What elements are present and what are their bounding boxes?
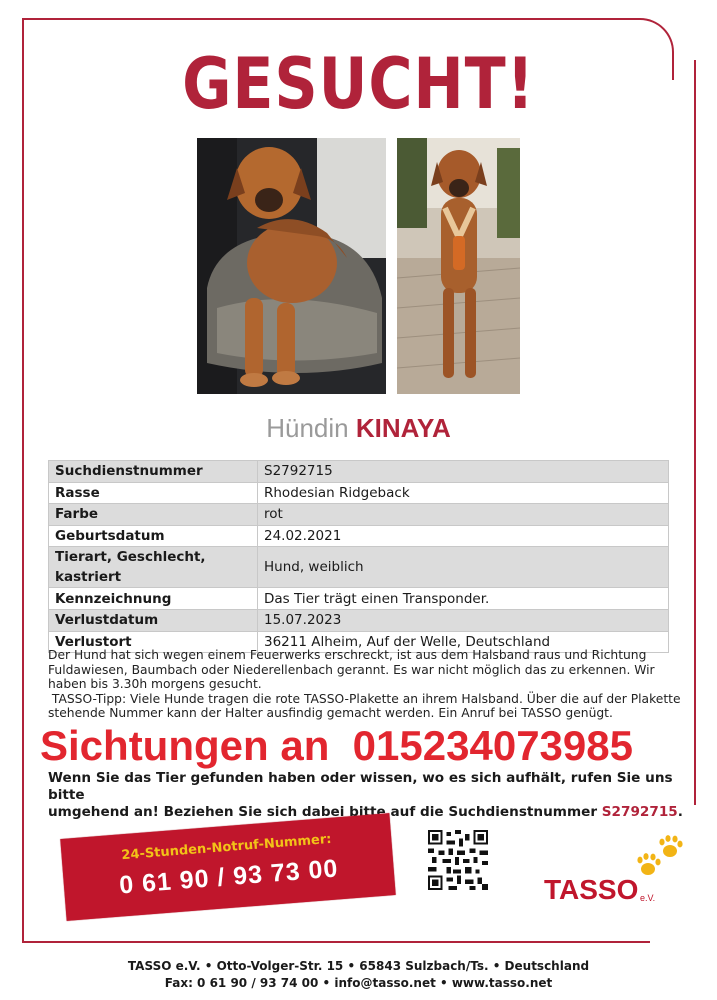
row-value: 15.07.2023 [258,609,669,631]
row-key: Rasse [49,482,258,504]
hotline-phone[interactable]: 0 61 90 / 93 73 00 [118,854,340,900]
row-value: S2792715 [258,461,669,483]
row-value: Rhodesian Ridgeback [258,482,669,504]
row-key: Kennzeichnung [49,588,258,610]
footer-contact: Fax: 0 61 90 / 93 74 00 • info@tasso.net • www.tasso.net [164,976,553,990]
row-key: Farbe [49,504,258,526]
description-line: haben bis 3.30h morgens gesucht. [48,677,262,692]
table-row [49,482,669,504]
hotline-box [60,813,395,921]
call-text-end: . [677,804,683,820]
tasso-logo[interactable]: TASSO [544,874,639,905]
table-row [49,461,669,483]
description-line: Der Hund hat sich wegen einem Feuerwerks erschreckt, ist aus dem Halsband raus und Richtung [48,648,647,662]
footer [0,958,717,992]
paw-prints-icon [634,835,686,881]
description-line: Fuldawiesen, Baumbach oder Niederellenbach gerannt. Es war nicht möglich das zu erkennen. Wir [48,662,655,677]
qr-code-icon[interactable] [428,830,488,890]
row-key: Verlustort [49,631,258,653]
row-key: Geburtsdatum [49,525,258,547]
table-row [49,547,669,588]
dog-name: KINAYA [355,413,451,443]
table-row [49,588,669,610]
table-row [49,609,669,631]
row-key: Suchdienstnummer [49,461,258,483]
tasso-tip-line: stehende Nummer kann der Halter ausfindig gemacht werden. Ein Anruf bei TASSO genügt. [48,706,613,721]
poster-frame-left [22,18,24,943]
call-text-prefix: umgehend an! Beziehen Sie sich dabei bitte auf die Suchdienstnummer [48,804,602,820]
row-value: Hund, weiblich [258,547,669,588]
row-key: Tierart, Geschlecht, kastriert [49,547,258,588]
row-value: 24.02.2021 [258,525,669,547]
row-value: 36211 Alheim, Auf der Welle, Deutschland [258,631,669,653]
dog-name-heading [0,410,717,446]
dog-photo-lying [197,138,386,394]
poster-frame-bottom [22,941,650,943]
row-key: Verlustdatum [49,609,258,631]
dog-gender-label: Hündin [266,413,349,443]
dog-photo-standing [397,138,520,394]
sighting-phone-banner: Sichtungen an 015234073985 [40,722,633,769]
info-table [48,460,669,653]
row-value: Das Tier trägt einen Transponder. [258,588,669,610]
table-row [49,504,669,526]
dog-standing-image [397,138,520,394]
call-text-line: Wenn Sie das Tier gefunden haben oder wissen, wo es sich aufhält, rufen Sie uns bitte [48,770,673,803]
table-row [49,525,669,547]
search-number: S2792715 [601,804,678,820]
footer-address: TASSO e.V. • Otto-Volger-Str. 15 • 65843 Sulzbach/Ts. • Deutschland [127,959,590,973]
tasso-tip-line: TASSO-Tipp: Viele Hunde tragen die rote TASSO-Plakette an ihrem Halsband. Über die auf der Plakette [48,691,681,706]
headline: GESUCHT! [182,43,535,125]
call-to-action [48,770,688,821]
dog-lying-image [197,138,386,394]
row-value: rot [258,504,669,526]
description [48,648,681,721]
hotline-label: 24-Stunden-Notruf-Nummer: [120,831,332,864]
tasso-logo-suffix: e.V. [640,893,656,903]
